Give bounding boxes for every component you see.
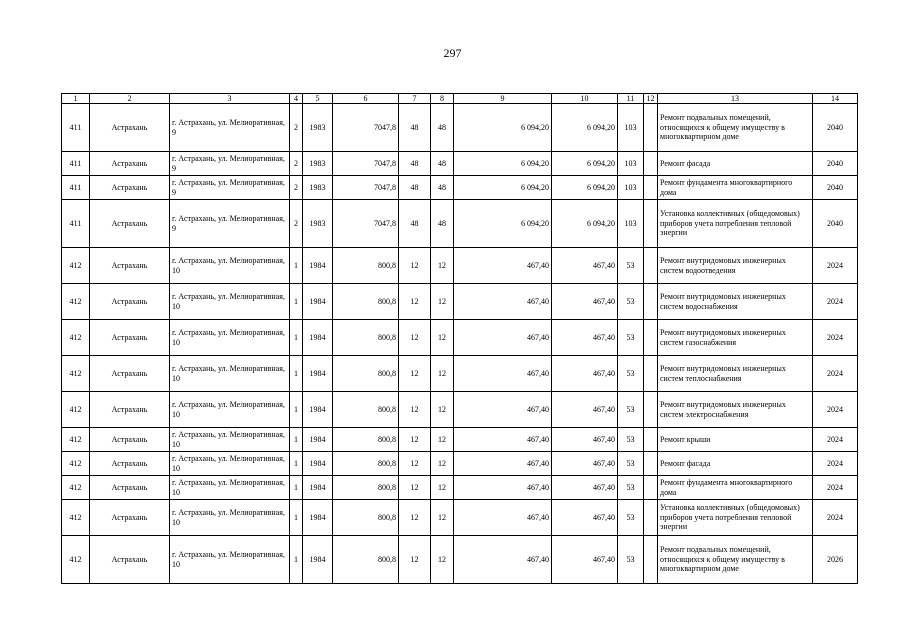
- cell-work-type: Ремонт подвальных помещений, относящихся к общему имуществу в многоквартирном доме: [658, 104, 813, 152]
- cell-area: 800,8: [333, 320, 399, 356]
- table-row: [62, 476, 858, 500]
- cell-col12: [644, 200, 658, 248]
- cell-col9: 6 094,20: [454, 176, 552, 200]
- cell-index: 411: [62, 200, 90, 248]
- cell-col4: 2: [290, 200, 303, 248]
- cell-area: 800,8: [333, 452, 399, 476]
- column-header: 12: [644, 94, 658, 104]
- registry-table: [61, 93, 858, 584]
- cell-index: 411: [62, 104, 90, 152]
- table-row: [62, 176, 858, 200]
- cell-work-type: Ремонт фундамента многоквартирного дома: [658, 476, 813, 500]
- table-row: [62, 200, 858, 248]
- cell-municipality: Астрахань: [90, 248, 170, 284]
- cell-col9: 467,40: [454, 248, 552, 284]
- cell-col11: 103: [618, 200, 644, 248]
- cell-col8: 12: [431, 248, 454, 284]
- cell-col12: [644, 320, 658, 356]
- cell-index: 412: [62, 452, 90, 476]
- cell-col8: 12: [431, 452, 454, 476]
- cell-year-planned: 2024: [813, 452, 858, 476]
- cell-col11: 53: [618, 320, 644, 356]
- cell-col12: [644, 476, 658, 500]
- table-row: [62, 392, 858, 428]
- cell-col7: 12: [399, 392, 431, 428]
- cell-year-planned: 2040: [813, 152, 858, 176]
- cell-col11: 103: [618, 152, 644, 176]
- cell-col7: 12: [399, 428, 431, 452]
- cell-area: 7047,8: [333, 104, 399, 152]
- cell-col4: 1: [290, 284, 303, 320]
- cell-area: 7047,8: [333, 200, 399, 248]
- cell-col9: 467,40: [454, 452, 552, 476]
- cell-col10: 6 094,20: [552, 104, 618, 152]
- cell-col8: 12: [431, 428, 454, 452]
- cell-col12: [644, 452, 658, 476]
- cell-col11: 53: [618, 428, 644, 452]
- cell-col4: 1: [290, 476, 303, 500]
- cell-address: г. Астрахань, ул. Мелиоративная, 10: [170, 452, 290, 476]
- cell-area: 800,8: [333, 476, 399, 500]
- cell-address: г. Астрахань, ул. Мелиоративная, 10: [170, 392, 290, 428]
- cell-address: г. Астрахань, ул. Мелиоративная, 10: [170, 284, 290, 320]
- cell-index: 412: [62, 356, 90, 392]
- cell-municipality: Астрахань: [90, 536, 170, 584]
- cell-col12: [644, 500, 658, 536]
- cell-address: г. Астрахань, ул. Мелиоративная, 10: [170, 320, 290, 356]
- cell-col12: [644, 536, 658, 584]
- column-header: 7: [399, 94, 431, 104]
- cell-col9: 467,40: [454, 500, 552, 536]
- cell-year-planned: 2024: [813, 500, 858, 536]
- cell-work-type: Установка коллективных (общедомовых) приборов учета потребления тепловой энергии: [658, 500, 813, 536]
- cell-index: 411: [62, 152, 90, 176]
- cell-year: 1984: [303, 356, 333, 392]
- cell-work-type: Ремонт внутридомовых инженерных систем электроснабжения: [658, 392, 813, 428]
- cell-year: 1984: [303, 392, 333, 428]
- cell-year: 1984: [303, 476, 333, 500]
- cell-col10: 467,40: [552, 392, 618, 428]
- column-header: 2: [90, 94, 170, 104]
- cell-col4: 2: [290, 176, 303, 200]
- cell-col9: 6 094,20: [454, 104, 552, 152]
- cell-year: 1983: [303, 176, 333, 200]
- cell-work-type: Ремонт внутридомовых инженерных систем водоотведения: [658, 248, 813, 284]
- cell-year: 1983: [303, 200, 333, 248]
- table-row: [62, 152, 858, 176]
- cell-municipality: Астрахань: [90, 152, 170, 176]
- cell-col12: [644, 284, 658, 320]
- cell-year-planned: 2024: [813, 392, 858, 428]
- cell-year: 1984: [303, 428, 333, 452]
- cell-municipality: Астрахань: [90, 476, 170, 500]
- cell-year-planned: 2040: [813, 176, 858, 200]
- column-header: 3: [170, 94, 290, 104]
- cell-col9: 467,40: [454, 392, 552, 428]
- cell-col4: 1: [290, 356, 303, 392]
- cell-area: 800,8: [333, 428, 399, 452]
- cell-work-type: Установка коллективных (общедомовых) приборов учета потребления тепловой энергии: [658, 200, 813, 248]
- cell-col7: 12: [399, 476, 431, 500]
- cell-col10: 467,40: [552, 476, 618, 500]
- cell-col11: 53: [618, 536, 644, 584]
- cell-col9: 6 094,20: [454, 152, 552, 176]
- cell-col9: 467,40: [454, 428, 552, 452]
- cell-col4: 1: [290, 500, 303, 536]
- column-header: 10: [552, 94, 618, 104]
- cell-address: г. Астрахань, ул. Мелиоративная, 9: [170, 200, 290, 248]
- cell-year: 1983: [303, 152, 333, 176]
- cell-col9: 467,40: [454, 320, 552, 356]
- column-header: 5: [303, 94, 333, 104]
- cell-work-type: Ремонт фундамента многоквартирного дома: [658, 176, 813, 200]
- cell-work-type: Ремонт внутридомовых инженерных систем газоснабжения: [658, 320, 813, 356]
- cell-area: 800,8: [333, 500, 399, 536]
- cell-col11: 53: [618, 284, 644, 320]
- cell-col4: 1: [290, 536, 303, 584]
- cell-col8: 12: [431, 392, 454, 428]
- cell-col7: 48: [399, 200, 431, 248]
- cell-work-type: Ремонт фасада: [658, 452, 813, 476]
- cell-col7: 48: [399, 152, 431, 176]
- cell-col8: 48: [431, 104, 454, 152]
- cell-address: г. Астрахань, ул. Мелиоративная, 10: [170, 476, 290, 500]
- header-row: [62, 94, 858, 104]
- cell-col10: 6 094,20: [552, 152, 618, 176]
- cell-index: 412: [62, 476, 90, 500]
- cell-year-planned: 2024: [813, 428, 858, 452]
- cell-year-planned: 2026: [813, 536, 858, 584]
- cell-col7: 48: [399, 176, 431, 200]
- cell-index: 412: [62, 248, 90, 284]
- cell-col12: [644, 392, 658, 428]
- table-row: [62, 536, 858, 584]
- cell-year-planned: 2024: [813, 248, 858, 284]
- cell-work-type: Ремонт подвальных помещений, относящихся к общему имуществу в многоквартирном доме: [658, 536, 813, 584]
- column-header: 11: [618, 94, 644, 104]
- cell-col12: [644, 356, 658, 392]
- cell-municipality: Астрахань: [90, 284, 170, 320]
- cell-year-planned: 2024: [813, 320, 858, 356]
- cell-index: 412: [62, 428, 90, 452]
- cell-col9: 467,40: [454, 356, 552, 392]
- cell-municipality: Астрахань: [90, 500, 170, 536]
- table-row: [62, 248, 858, 284]
- cell-col9: 467,40: [454, 476, 552, 500]
- cell-year: 1984: [303, 536, 333, 584]
- cell-col10: 467,40: [552, 284, 618, 320]
- cell-year: 1984: [303, 320, 333, 356]
- cell-work-type: Ремонт внутридомовых инженерных систем водоснабжения: [658, 284, 813, 320]
- cell-col8: 12: [431, 320, 454, 356]
- cell-year: 1984: [303, 500, 333, 536]
- cell-col10: 467,40: [552, 320, 618, 356]
- cell-municipality: Астрахань: [90, 392, 170, 428]
- cell-address: г. Астрахань, ул. Мелиоративная, 10: [170, 248, 290, 284]
- cell-col11: 53: [618, 392, 644, 428]
- cell-address: г. Астрахань, ул. Мелиоративная, 10: [170, 536, 290, 584]
- cell-col7: 12: [399, 284, 431, 320]
- cell-area: 800,8: [333, 356, 399, 392]
- cell-index: 412: [62, 320, 90, 356]
- cell-col11: 53: [618, 248, 644, 284]
- cell-area: 7047,8: [333, 176, 399, 200]
- table-row: [62, 428, 858, 452]
- page-number: 297: [443, 46, 462, 60]
- cell-col8: 12: [431, 284, 454, 320]
- column-header: 14: [813, 94, 858, 104]
- cell-municipality: Астрахань: [90, 200, 170, 248]
- cell-address: г. Астрахань, ул. Мелиоративная, 9: [170, 176, 290, 200]
- cell-col10: 467,40: [552, 356, 618, 392]
- cell-col8: 12: [431, 500, 454, 536]
- cell-municipality: Астрахань: [90, 356, 170, 392]
- cell-col12: [644, 428, 658, 452]
- cell-year-planned: 2040: [813, 200, 858, 248]
- cell-year-planned: 2024: [813, 356, 858, 392]
- cell-municipality: Астрахань: [90, 104, 170, 152]
- cell-col10: 467,40: [552, 428, 618, 452]
- cell-municipality: Астрахань: [90, 176, 170, 200]
- cell-work-type: Ремонт фасада: [658, 152, 813, 176]
- cell-col4: 1: [290, 248, 303, 284]
- cell-col11: 103: [618, 176, 644, 200]
- cell-area: 800,8: [333, 248, 399, 284]
- table-row: [62, 284, 858, 320]
- cell-col4: 1: [290, 392, 303, 428]
- cell-year-planned: 2040: [813, 104, 858, 152]
- cell-col10: 6 094,20: [552, 176, 618, 200]
- cell-address: г. Астрахань, ул. Мелиоративная, 10: [170, 500, 290, 536]
- table-row: [62, 356, 858, 392]
- cell-col12: [644, 104, 658, 152]
- cell-address: г. Астрахань, ул. Мелиоративная, 9: [170, 152, 290, 176]
- cell-col9: 467,40: [454, 536, 552, 584]
- cell-col7: 12: [399, 356, 431, 392]
- cell-year: 1983: [303, 104, 333, 152]
- cell-col4: 1: [290, 452, 303, 476]
- cell-col8: 12: [431, 476, 454, 500]
- cell-address: г. Астрахань, ул. Мелиоративная, 10: [170, 428, 290, 452]
- cell-year-planned: 2024: [813, 476, 858, 500]
- cell-year-planned: 2024: [813, 284, 858, 320]
- table-row: [62, 500, 858, 536]
- table-row: [62, 452, 858, 476]
- cell-index: 412: [62, 284, 90, 320]
- cell-col4: 2: [290, 152, 303, 176]
- cell-area: 7047,8: [333, 152, 399, 176]
- cell-col10: 6 094,20: [552, 200, 618, 248]
- cell-col9: 6 094,20: [454, 200, 552, 248]
- cell-index: 412: [62, 536, 90, 584]
- cell-col11: 53: [618, 500, 644, 536]
- column-header: 6: [333, 94, 399, 104]
- cell-col4: 2: [290, 104, 303, 152]
- cell-municipality: Астрахань: [90, 320, 170, 356]
- cell-col8: 48: [431, 200, 454, 248]
- cell-area: 800,8: [333, 284, 399, 320]
- cell-col12: [644, 176, 658, 200]
- cell-col4: 1: [290, 320, 303, 356]
- cell-col8: 12: [431, 536, 454, 584]
- cell-col8: 48: [431, 176, 454, 200]
- cell-col10: 467,40: [552, 536, 618, 584]
- cell-col10: 467,40: [552, 500, 618, 536]
- column-header: 9: [454, 94, 552, 104]
- cell-col12: [644, 248, 658, 284]
- cell-municipality: Астрахань: [90, 452, 170, 476]
- table-row: [62, 104, 858, 152]
- cell-col12: [644, 152, 658, 176]
- cell-col11: 53: [618, 476, 644, 500]
- table-row: [62, 320, 858, 356]
- cell-index: 412: [62, 392, 90, 428]
- column-header: 13: [658, 94, 813, 104]
- cell-col7: 12: [399, 248, 431, 284]
- cell-area: 800,8: [333, 392, 399, 428]
- cell-work-type: Ремонт внутридомовых инженерных систем теплоснабжения: [658, 356, 813, 392]
- cell-col4: 1: [290, 428, 303, 452]
- cell-col10: 467,40: [552, 452, 618, 476]
- cell-col7: 12: [399, 500, 431, 536]
- cell-year: 1984: [303, 452, 333, 476]
- cell-address: г. Астрахань, ул. Мелиоративная, 10: [170, 356, 290, 392]
- cell-year: 1984: [303, 284, 333, 320]
- cell-year: 1984: [303, 248, 333, 284]
- cell-col7: 12: [399, 452, 431, 476]
- cell-col8: 48: [431, 152, 454, 176]
- cell-work-type: Ремонт крыши: [658, 428, 813, 452]
- cell-area: 800,8: [333, 536, 399, 584]
- cell-municipality: Астрахань: [90, 428, 170, 452]
- cell-index: 411: [62, 176, 90, 200]
- cell-col11: 53: [618, 452, 644, 476]
- cell-index: 412: [62, 500, 90, 536]
- column-header: 1: [62, 94, 90, 104]
- cell-col7: 12: [399, 536, 431, 584]
- cell-col8: 12: [431, 356, 454, 392]
- cell-address: г. Астрахань, ул. Мелиоративная, 9: [170, 104, 290, 152]
- cell-col11: 53: [618, 356, 644, 392]
- cell-col10: 467,40: [552, 248, 618, 284]
- table-body: [62, 104, 858, 584]
- cell-col7: 12: [399, 320, 431, 356]
- cell-col7: 48: [399, 104, 431, 152]
- column-header: 8: [431, 94, 454, 104]
- cell-col9: 467,40: [454, 284, 552, 320]
- column-header: 4: [290, 94, 303, 104]
- cell-col11: 103: [618, 104, 644, 152]
